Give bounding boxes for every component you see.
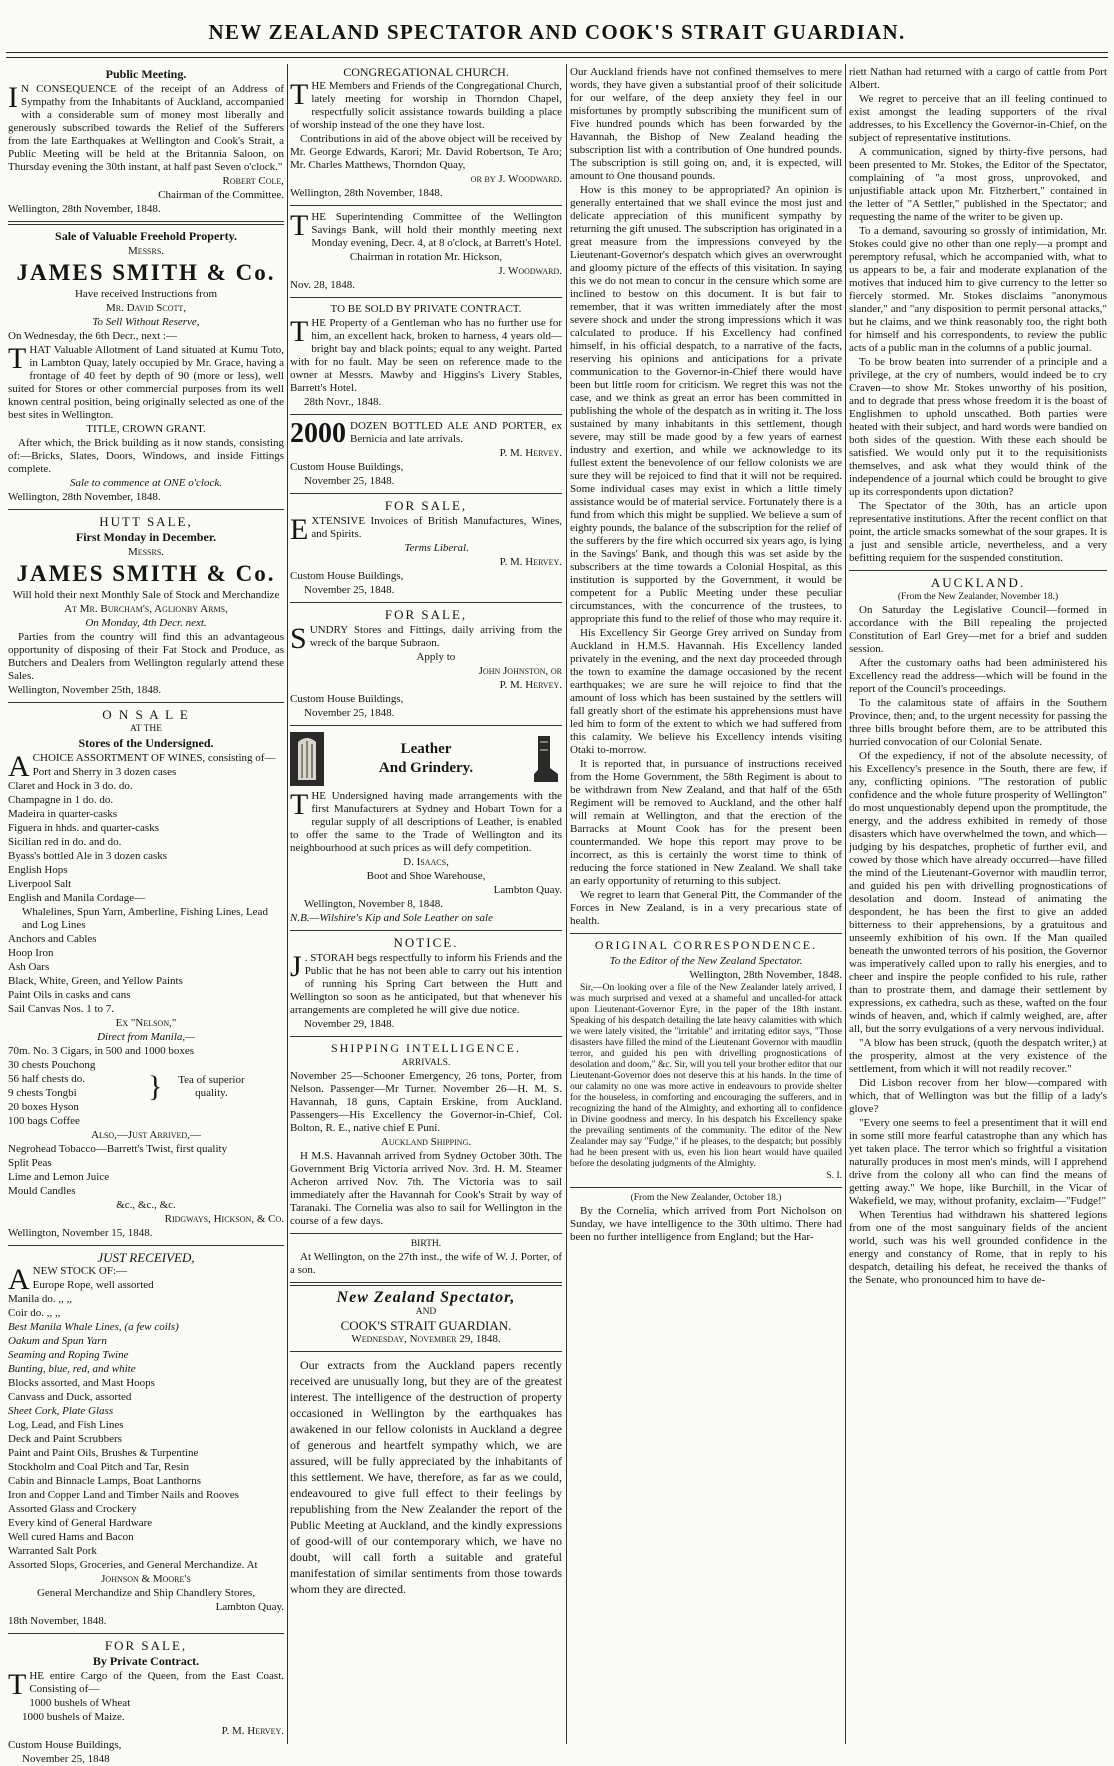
drop-cap: T bbox=[8, 342, 27, 375]
drop-cap: T bbox=[290, 788, 309, 821]
masthead-rule-top bbox=[6, 52, 1108, 53]
public-meeting-dateline: Wellington, 28th November, 1848. bbox=[8, 203, 161, 215]
list-item: Assorted Glass and Crockery bbox=[8, 1503, 137, 1515]
drop-cap: T bbox=[290, 209, 309, 242]
invoices-signer: P. M. Hervey. bbox=[499, 556, 562, 568]
shipping-auckland: Auckland Shipping. bbox=[380, 1136, 472, 1148]
separator bbox=[290, 493, 562, 494]
list-item: 30 chests Pouchong bbox=[8, 1059, 96, 1071]
list-item: 1000 bushels of Maize. bbox=[22, 1711, 125, 1723]
tea-list bbox=[8, 1059, 148, 1115]
freehold-line2: Mr. David Scott, bbox=[105, 302, 187, 314]
separator bbox=[290, 1233, 562, 1234]
list-item: Seaming and Roping Twine bbox=[8, 1349, 129, 1361]
cargo-dateline: November 25, 1848 bbox=[22, 1753, 110, 1765]
hutt-firm: JAMES SMITH & Co. bbox=[16, 561, 276, 586]
cargo-subheading: By Private Contract. bbox=[92, 1654, 200, 1668]
leather-signer3: Lambton Quay. bbox=[493, 884, 562, 896]
church-dateline: Wellington, 28th November, 1848. bbox=[290, 187, 443, 199]
on-sale-notice bbox=[8, 708, 284, 1240]
correspondence-heading: ORIGINAL CORRESPONDENCE. bbox=[594, 938, 818, 952]
separator bbox=[570, 1187, 842, 1188]
leather-banner bbox=[290, 731, 562, 787]
list-item: Figuera in hhds. and quarter-casks bbox=[8, 822, 159, 834]
private-contract-notice bbox=[290, 303, 562, 409]
direct-from-manila: Direct from Manila,— bbox=[97, 1031, 195, 1043]
hutt-messrs: Messrs. bbox=[127, 546, 165, 558]
article-paragraph: Our Auckland friends have not confined themselves to mere words, they have given a substantial proof of their solicitude for our welfare, of the deep anxiety they feel in our misfortunes by promptly subscribing the munificent sum of Five hundred pounds which has been forwarded by the Havannah, the Bishop of New Zealand heading the subscription list with a contribution of One hundred pounds. The subscription is still going on, and, it is expected, will amount to One thousand pounds. bbox=[570, 66, 842, 182]
separator bbox=[8, 1633, 284, 1634]
hutt-dateline: Wellington, November 25th, 1848. bbox=[8, 684, 162, 696]
drop-cap: S bbox=[290, 622, 307, 655]
shipping-heading: SHIPPING INTELLIGENCE. bbox=[331, 1041, 521, 1055]
on-sale-stores: Stores of the Undersigned. bbox=[78, 736, 214, 750]
list-item: English and Manila Cordage— bbox=[8, 892, 146, 904]
shipping-intelligence bbox=[290, 1042, 562, 1228]
notice-date: November 29, 1848. bbox=[304, 1018, 395, 1030]
public-meeting-text: N CONSEQUENCE of the receipt of an Address of Sympathy from the Inhabitants of Auckland, accompanied with a considerable sum of money most liberally and generously subscribed towards the Relief of the Sufferers from the late Earthquakes at Wellington and Cook's Strait, a Public Meeting will be held at the Britannia Saloon, on Thursday evening the 30th instant, at half past Seven o'clock." bbox=[8, 83, 284, 173]
masthead-rule-bottom bbox=[6, 57, 1108, 58]
savings-date: Nov. 28, 1848. bbox=[290, 279, 355, 291]
leather-nb: N.B.—Wilshire's Kip and Sole Leather on sale bbox=[290, 912, 494, 924]
list-item: Negrohead Tobacco—Barrett's Twist, first quality bbox=[8, 1143, 228, 1155]
article-paragraph: After the customary oaths had been administered his Excellency read the address—which will be found in the report of the Council's proceedings. bbox=[849, 657, 1107, 695]
just-received-signer: Johnson & Moore's bbox=[101, 1573, 191, 1585]
auckland-heading: AUCKLAND. bbox=[930, 575, 1026, 590]
article-paragraph: riett Nathan had returned with a cargo of cattle from Port Albert. bbox=[849, 66, 1107, 91]
source-note: (From the New Zealander, October 18.) bbox=[630, 1193, 782, 1203]
drop-cap: A bbox=[8, 1263, 30, 1296]
list-item: Claret and Hock in 3 do. do. bbox=[8, 780, 133, 792]
invoices-place: Custom House Buildings, bbox=[290, 570, 404, 582]
list-item: Assorted Slops, Groceries, and General Merchandize. At bbox=[8, 1559, 258, 1571]
column-3 bbox=[570, 66, 842, 1746]
drop-cap: T bbox=[290, 315, 309, 348]
brace: } bbox=[148, 1070, 163, 1103]
subraon-heading: FOR SALE, bbox=[384, 607, 468, 622]
subraon-date: November 25, 1848. bbox=[304, 707, 395, 719]
hutt-line1: Will hold their next Monthly Sale of Stock and Merchandize bbox=[12, 589, 280, 601]
boot-ornament-icon bbox=[528, 732, 562, 786]
just-received-signer3: Lambton Quay. bbox=[215, 1601, 284, 1613]
freehold-note: Sale to commence at ONE o'clock. bbox=[69, 477, 223, 489]
list-item: Champagne in 1 do. do. bbox=[8, 794, 114, 806]
article-paragraph: Did Lisbon recover from her blow—compared with which, that of Wellington was but the fillip of a lady's glove? bbox=[849, 1077, 1107, 1115]
freehold-text: HAT Valuable Allotment of Land situated at Kumu Toto, in Lambton Quay, lately occupied by Mr. Grace, having a frontage of 40 feet by depth of 90 (more or less), well suited for Stores or other commercial purposes from its well known central position, being originally selected as one of the best sites in Wellington. bbox=[8, 344, 284, 421]
list-item: Paint Oils in casks and cans bbox=[8, 989, 131, 1001]
list-item: Paint and Paint Oils, Brushes & Turpentine bbox=[8, 1447, 199, 1459]
list-item: Lime and Lemon Juice bbox=[8, 1171, 110, 1183]
ale-signer: P. M. Hervey. bbox=[499, 447, 562, 459]
birth-text: At Wellington, on the 27th inst., the wife of W. J. Porter, of a son. bbox=[290, 1251, 562, 1276]
invoices-heading: FOR SALE, bbox=[384, 498, 468, 513]
list-item: &c., &c., &c. bbox=[116, 1199, 176, 1211]
column-rule-2 bbox=[566, 64, 567, 1744]
also-arrived: Also,—Just Arrived,— bbox=[91, 1129, 201, 1141]
list-item: Port and Sherry in 3 dozen cases bbox=[32, 766, 177, 778]
notice-heading: NOTICE. bbox=[393, 935, 459, 950]
list-item: Liverpool Salt bbox=[8, 878, 72, 890]
list-item: Byass's bottled Ale in 3 dozen casks bbox=[8, 850, 168, 862]
tea-group bbox=[8, 1059, 284, 1115]
freehold-line4: On Wednesday, the 6th Decr., next :— bbox=[8, 330, 177, 342]
freehold-line3: To Sell Without Reserve, bbox=[92, 316, 200, 328]
list-item: Sheet Cork, Plate Glass bbox=[8, 1405, 114, 1417]
article-paragraph: His Excellency Sir George Grey arrived on Sunday from Auckland in H.M.S. Havannah. His Excellency landed privately in the evening, and the next day proceeded through the town to examine the damage occasioned by the recent earthquakes; we are sure he will rejoice to find that the amount of loss which has been sustained by the settlers will fall greatly short of the estimate his apprehensions must have led him to form of the extent to which we had suffered from this calamity. We believe his Excellency intends visiting Otaki to-morrow. bbox=[570, 627, 842, 756]
editorial-title2: COOK'S STRAIT GUARDIAN. bbox=[340, 1318, 512, 1333]
ale-text: DOZEN BOTTLED ALE AND PORTER, ex Bernicia and late arrivals. bbox=[350, 420, 562, 445]
separator bbox=[849, 570, 1107, 571]
invoices-text: XTENSIVE Invoices of British Manufactures, Wines, and Spirits. bbox=[311, 515, 562, 540]
freehold-text2: After which, the Brick building as it now stands, consisting of:—Bricks, Slates, Doors, Windows, and inside Fittings complete. bbox=[8, 437, 284, 475]
list-item: Deck and Paint Scrubbers bbox=[8, 1433, 122, 1445]
article-paragraph: It is reported that, in pursuance of instructions received from the Home Government, the 58th Regiment is about to be withdrawn from New Zealand, and that half of the 65th Regiment will be removed to Auckland, and the other half will remain at Wellington, and that the erection of the Barracks at Mount Cook has for the present been countermanded. We hope this report may prove to be incorrect, as this is certainly the worst time to think of reducing the force stationed in New Zealand. We shall take an early opportunity of returning to this subject. bbox=[570, 758, 842, 887]
freehold-line1: Have received Instructions from bbox=[74, 288, 218, 300]
article-paragraph: Of the expediency, if not of the absolute necessity, of his Excellency's presence in the South, there are few, if any, conflicting opinions. "The restoration of public confidence and the whole future prosperity of Wellington" do most unquestionably depend upon the promptitude, the energy, and the address exhibited in remedy of those disasters which have overwhelmed the town, and which—judging by his despatches, prophetic of further evil, and cowed by those which have already occurred—have filled the mind of the Lieutenant-Governor with maudlin terror, and guided his pen with drivelling prognostications of desolation and doom. Instead of animating the despondent, he has been the first to give an added bitterness to their apprehensions, by a gratuitous and unseemly exhibition of his own. If the Man quailed beneath the unwonted terrors of his position, the Governor was imperatively called upon to rally his energies, and to cheer and inspire the people confided to his rule, rather than to prostrate them, and damage their settlement by expressions, ex cathedra, such as these, wafted on the four winds of heaven, and, which if calmly weighed, are, after all, but the sorry evulgations of a very nervous individual. bbox=[849, 750, 1107, 1035]
leather-heading bbox=[379, 740, 473, 778]
masthead: NEW ZEALAND SPECTATOR AND COOK'S STRAIT GUARDIAN. bbox=[208, 20, 906, 44]
tea-note: Tea of superior quality. bbox=[178, 1073, 245, 1099]
hutt-line3: On Monday, 4th Decr. next. bbox=[85, 617, 207, 629]
freehold-heading: Sale of Valuable Freehold Property. bbox=[55, 229, 237, 243]
shipping-text2: H M.S. Havannah arrived from Sydney October 30th. The Government Brig Victoria arrived Nov. 3rd. H. M. Steamer Acheron arrived Nov. 7th. The Victoria was to sail immediately after the Havannah for Cook's Strait by way of Taranaki. The Cornelia was also to sail for Wellington in the course of a few days. bbox=[290, 1150, 562, 1227]
list-item: Log, Lead, and Fish Lines bbox=[8, 1419, 124, 1431]
column-2 bbox=[290, 66, 562, 1746]
shipping-text: November 25—Schooner Emergency, 26 tons, Porter, from Nelson. Passenger—Mr Turner. November 26—H. M. S. Havannah, 18 guns, Captain Erskine, from Auckland. Passengers—His Excellency the Governor-in-Chief, Col. Bolton, R. E., native chief E Puni. bbox=[290, 1070, 562, 1134]
list-item: 56 half chests do. bbox=[8, 1073, 85, 1085]
article-paragraph: The Spectator of the 30th, has an article upon representative institutions. After the recent conflict on that point, the article smacks somewhat of the sour grapes. It is a just and sensible article, nevertheless, and a very befitting requiem for the suspended constitution. bbox=[849, 500, 1107, 564]
leather-signer2: Boot and Shoe Warehouse, bbox=[366, 870, 486, 882]
separator bbox=[290, 205, 562, 206]
hutt-line2: At Mr. Burcham's, Aglionby Arms, bbox=[64, 603, 228, 615]
freehold-title-line: TITLE, CROWN GRANT. bbox=[86, 423, 206, 435]
cargo-signer: P. M. Hervey. bbox=[221, 1725, 284, 1737]
freehold-messrs: Messrs. bbox=[127, 245, 165, 257]
auckland-source: (From the New Zealander, November 18.) bbox=[897, 592, 1059, 602]
separator bbox=[290, 930, 562, 931]
article-paragraph: To be brow beaten into surrender of a principle and a privilege, at the cry of numbers, would indeed be to cry Craven—to show Mr. Stokes unworthy of his position, and to degrade that press whose freedom it is the boast of Englishmen to uphold unscathed. Both parties were heated with their subject, and hard words were bandied on both sides of the question. With these each should be satisfied. We would only put it to the requisitionists themselves, and ask what they would think of the independence of a journal which could be brought to give up its correspondents upon dictation? bbox=[849, 356, 1107, 498]
public-meeting-signer: Robert Cole, bbox=[222, 175, 284, 187]
separator bbox=[8, 221, 284, 225]
storah-notice bbox=[290, 936, 562, 1031]
list-item: Coir do. ,, ,, bbox=[8, 1307, 61, 1319]
list-item: Warranted Salt Pork bbox=[8, 1545, 97, 1557]
drop-cap: I bbox=[8, 81, 18, 114]
harp-ornament-icon bbox=[290, 732, 324, 786]
list-item: Canvass and Duck, assorted bbox=[8, 1391, 132, 1403]
editorial-and: AND bbox=[415, 1307, 437, 1317]
cargo-sale-notice bbox=[8, 1639, 284, 1766]
public-meeting-notice bbox=[8, 68, 284, 216]
column-rule-1 bbox=[287, 64, 288, 1744]
correspondence-date: Wellington, 28th November, 1848. bbox=[689, 969, 842, 981]
church-or-by: or by J. Woodward. bbox=[470, 173, 562, 185]
drop-cap: T bbox=[8, 1668, 27, 1701]
private-heading: TO BE SOLD BY PRIVATE CONTRACT. bbox=[330, 303, 522, 315]
list-item: Every kind of General Hardware bbox=[8, 1517, 153, 1529]
invoices-notice bbox=[290, 499, 562, 597]
ex-nelson: Ex "Nelson," bbox=[115, 1017, 177, 1029]
church-text2: Contributions in aid of the above object will be received by Mr. George Edwards, Karori; Mr. David Robertson, Te Aro; Mr. Charles Matthews, Thorndon Quay, bbox=[290, 133, 562, 171]
correspondence-to: To the Editor of the New Zealand Spectator. bbox=[609, 955, 803, 967]
separator bbox=[570, 933, 842, 934]
just-received-heading: JUST RECEIVED, bbox=[97, 1250, 195, 1265]
list-item: Whalelines, Spun Yarn, Amberline, Fishing Lines, Lead and Log Lines bbox=[22, 906, 268, 931]
article-paragraph: "Every one seems to feel a presentiment that it will end in some still more fearful catastrophe than any which has yet taken place. The terror which so frightful a visitation naturally produces in most men's minds, will I apprehend drive from the colony all who can find the means of getting away." We hope, like Burchill, in the Vicar of Wakefield, we may, without profanity, exclaim—"Fudge!" bbox=[849, 1117, 1107, 1207]
separator bbox=[290, 1282, 562, 1286]
ale-number: 2000 bbox=[290, 418, 346, 449]
list-item: Well cured Hams and Bacon bbox=[8, 1531, 134, 1543]
list-item: Madeira in quarter-casks bbox=[8, 808, 118, 820]
separator bbox=[290, 414, 562, 415]
public-meeting-signer-title: Chairman of the Committee. bbox=[158, 189, 284, 201]
column-1 bbox=[8, 66, 284, 1765]
editorial-date: Wednesday, November 29, 1848. bbox=[351, 1333, 501, 1345]
freehold-sale-notice bbox=[8, 230, 284, 504]
separator bbox=[8, 509, 284, 510]
hutt-sale-notice bbox=[8, 515, 284, 697]
birth-heading: BIRTH. bbox=[410, 1239, 442, 1249]
separator bbox=[290, 1351, 562, 1352]
cigars: 70m. No. 3 Cigars, in 500 and 1000 boxes bbox=[8, 1045, 195, 1057]
list-item: Sicilian red in do. and do. bbox=[8, 836, 122, 848]
private-date: 28th Novr., 1848. bbox=[304, 396, 382, 408]
on-sale-signer: Ridgways, Hickson, & Co. bbox=[164, 1213, 284, 1225]
list-item: Blocks assorted, and Mast Hoops bbox=[8, 1377, 155, 1389]
subraon-apply: Apply to bbox=[416, 651, 456, 663]
editorial-title: New Zealand Spectator, bbox=[336, 1289, 516, 1306]
leather-dateline: Wellington, November 8, 1848. bbox=[304, 898, 444, 910]
list-item: Cabin and Binnacle Lamps, Boat Lanthorns bbox=[8, 1475, 202, 1487]
hutt-heading: HUTT SALE, bbox=[99, 514, 193, 529]
coffee: 100 bags Coffee bbox=[8, 1115, 80, 1127]
article-paragraph: We regret to perceive that an ill feeling continued to exist amongst the leading supporters of the rival addresses, to his Excellency the Governor-in-Chief, on the subject of representative institutions. bbox=[849, 93, 1107, 144]
just-received-signer2: General Merchandize and Ship Chandlery Stores, bbox=[36, 1587, 256, 1599]
subraon-notice bbox=[290, 608, 562, 720]
list-item: Iron and Copper Land and Timber Nails and Rooves bbox=[8, 1489, 239, 1501]
article-paragraph: When Terentius had withdrawn his shattered legions from one of the most sanguinary fields of the ancient world, such was his well grounded confidence in the energy and constancy of Rome, that in reply to his despatch, detailing his defeat, he received the thanks of the Senate, who pronounced him to have de- bbox=[849, 1209, 1107, 1286]
list-item: 9 chests Tongbi bbox=[8, 1087, 77, 1099]
article-paragraph: To the calamitous state of affairs in the Southern Province, then; and, to the urgent necessity for passing the three bills brought before them, are to be attributed this hurried convocation of our Colonial Senate. bbox=[849, 697, 1107, 748]
church-heading: CONGREGATIONAL CHURCH. bbox=[343, 65, 509, 79]
drop-cap: T bbox=[290, 78, 309, 111]
article-paragraph: "A blow has been struck, (quoth the despatch writer,) at the prosperity, almost at the very existence of the settlement, from which it will not readily recover." bbox=[849, 1037, 1107, 1075]
cargo-text: HE entire Cargo of the Queen, from the East Coast. Consisting of— bbox=[29, 1670, 284, 1695]
ale-date: November 25, 1848. bbox=[304, 475, 395, 487]
on-sale-dateline: Wellington, November 15, 1848. bbox=[8, 1227, 153, 1239]
hutt-subheading: First Monday in December. bbox=[75, 530, 217, 544]
shipping-arrivals: ARRIVALS. bbox=[401, 1058, 451, 1068]
list-item: Mould Candles bbox=[8, 1185, 76, 1197]
list-item: English Hops bbox=[8, 864, 68, 876]
just-received-list bbox=[8, 1279, 284, 1572]
article-paragraph: How is this money to be appropriated? An opinion is generally entertained that we shall evince the most just and delicate appreciation of this munificent sympathy by returning the gift unused. The subscription has originated in a great measure from the impressions conveyed by the Lieutenant-Governor's despatch which gives an overwrought and gloomy picture of the effects of this visitation. In saying this we do not mean to concur in the censure which some are inclined to bestow on this document. It is but fair to remember, that it was written immediately after the most severe shock and under the strong impressions which it was calculated to produce. If his Excellency had confined himself, in his official despatch, to a narrative of the facts, reserving his opinions and anticipations for a private communication to the Governor-in-Chief there would have been but little room for criticism. We regret this was not the case, and we think as great an error has been committed in publishing the whole of the despatch as in writing it. The loss sustained by many inhabitants in this settlement, though severe, may still be made good by a few years of earnest industry and exertion, and while we acknowledge to its fullest extent the benevolence of our fellow colonists we are sure they will be rejoiced to find that it will not be required. Some individual cases may exist in which a little timely assistance would be of material service. Fortunately there is a fund from which this might be supplied. We believe a sum of eighty pounds, the balance of the subscription for the relief of the sufferers by the fire which occurred six years ago, is lying in the Savings' Bank, and though this was set aside by the subscribers at the time towards a Colonial Hospital, as this institution is supported by the Government, it would be competent for a Public Meeting under these peculiar circumstances, with the concurrence of the trustees, to appropriate this fund to the relief of those who may require it. bbox=[570, 184, 842, 625]
on-sale-intro: CHOICE ASSORTMENT OF WINES, consisting of— bbox=[32, 752, 276, 764]
article-paragraph: To a demand, savouring so grossly of intimidation, Mr. Stokes could give no other than one reply—a prompt and peremptory refusal, which he accompanied with, what to us appears to be, a fair and moderate explanation of the motives that induced him to give currency to the letter so fiercely stormed. Mr. Stokes disclaims "anonymous slander," and "any disposition to permit personal attacks," but he claims, and we think reasonably too, the right both for himself and his correspondents, to review the public acts of a public man in the columns of a public journal. bbox=[849, 225, 1107, 354]
cargo-place: Custom House Buildings, bbox=[8, 1739, 122, 1751]
editorial-masthead bbox=[290, 1291, 562, 1346]
list-item: Ash Oars bbox=[8, 961, 50, 973]
church-text: HE Members and Friends of the Congregational Church, lately meeting for worship in Thorndon Chapel, respectfully solicit assistance towards building a place of worship instead of the one they have lost. bbox=[290, 80, 562, 131]
birth-notice bbox=[290, 1239, 562, 1277]
list-item: Split Peas bbox=[8, 1157, 52, 1169]
separator bbox=[8, 1245, 284, 1246]
separator bbox=[290, 602, 562, 603]
list-item: Oakum and Spun Yarn bbox=[8, 1335, 107, 1347]
list-item: 1000 bushels of Wheat bbox=[29, 1697, 131, 1709]
article-paragraph: By the Cornelia, which arrived from Port Nicholson on Sunday, we have intelligence to the 30th ultimo. There had been no further intelligence from England; but the Har- bbox=[570, 1205, 842, 1243]
list-item: Best Manila Whale Lines, (a few coils) bbox=[8, 1321, 179, 1333]
editorial-text: Our extracts from the Auckland papers recently received are unusually long, but they are of the greatest interest. The intelligence of the destruction of property occasioned in Wellington by the earthquakes has awakened in our fellow colonists in Auckland a degree of generous and heartfelt sympathy which, we are assured, will be fully appreciated by the inhabitants of this settlement. We have, therefore, as far as we could, endeavoured to give full effect to their feelings by republishing from the New Zealander the report of the Public Meeting at Auckland, and the kindly expressions of good-will of our contemporary which, we have no doubt, will call forth a suitable and grateful manifestation of similar sentiments from those towards whom they are directed. bbox=[290, 1358, 562, 1596]
freehold-dateline: Wellington, 28th November, 1848. bbox=[8, 491, 161, 503]
column-4 bbox=[849, 66, 1107, 1746]
separator bbox=[290, 725, 562, 726]
invoices-date: November 25, 1848. bbox=[304, 584, 395, 596]
article-paragraph: A communication, signed by thirty-five persons, had been presented to Mr. Stokes, the Editor of the Spectator, complaining of "a most gross, unprovoked, and unjustifiable attack upon Mr. Fitzherbert," contained in the letter of "A Settler," published in the Spectator; and requesting the name of the writer to be given up. bbox=[849, 146, 1107, 223]
subraon-signer1: John Johnston, or bbox=[478, 665, 562, 677]
drop-cap: J bbox=[290, 950, 302, 983]
article-paragraph: On Saturday the Legislative Council—formed in accordance with the Bill repealing the projected Constitution of Earl Grey—met for a brief and sudden session. bbox=[849, 604, 1107, 655]
just-received-intro: NEW STOCK OF:— bbox=[32, 1265, 127, 1277]
list-item: Sail Canvas Nos. 1 to 7. bbox=[8, 1003, 115, 1015]
separator bbox=[290, 297, 562, 298]
correspondence bbox=[570, 939, 842, 1182]
column-rule-3 bbox=[845, 64, 846, 1744]
private-text: HE Property of a Gentleman who has no further use for him, an excellent hack, broken to harness, 4 years old—bright bay and black points; equal to any weight. Parted with for no fault. May be seen on reference made to the owner at Messrs. Mawby and Higgins's Livery Stables, Barrett's Hotel. bbox=[290, 317, 562, 394]
on-sale-heading: O N S A L E bbox=[102, 707, 190, 722]
on-sale-at-the: AT THE bbox=[129, 724, 163, 734]
ale-notice bbox=[290, 420, 562, 488]
correspondence-text: Sir,—On looking over a file of the New Zealander lately arrived, I was much surprised and vexed at a shameful and uncalled-for attack upon Lieutenant-Governor Eyre, in the paper of the 18th instant. Speaking of his despatch detailing the late heavy calamities with which we were lately visited, the "irritable" and irritating editor says, "Those disasters have filled the mind of the Lieutenant Governor with maudlin terror, and guided his pen with drivelling prognostications of desolation and doom," &c. Sir, will you tell your brother editor that our Lieutenant-Governor does not deserve this at his hands. In the time of our calamity no one was more active in endeavours to provide shelter for the houseless, in comforting and encouraging the sufferers, and in recognizing the hand of the Almighty, and exhorting all to confidence in Divine goodness and mercy. In his despatch his Excellency spake the prevailing sentiments of the community. The editor of the New Zealander may say "Fudge," if he pleases, to the despatch; but possibly had he been present with us, even his lion heart would have quailed before the desolating judgments of the Almighty. bbox=[570, 983, 842, 1169]
leather-text: HE Undersigned having made arrangements with the first Manufacturers at Sydney and Hobart Town for a regular supply of all descriptions of Leather, is enabled to offer the same to the Trade of Wellington and its neighbourhood at such prices as will defy competition. bbox=[290, 790, 562, 854]
subraon-signer2: P. M. Hervey. bbox=[499, 679, 562, 691]
public-meeting-heading: Public Meeting. bbox=[105, 67, 187, 81]
drop-cap: A bbox=[8, 750, 30, 783]
drop-cap: E bbox=[290, 513, 309, 546]
just-received-dateline: 18th November, 1848. bbox=[8, 1615, 107, 1627]
subraon-place: Custom House Buildings, bbox=[290, 693, 404, 705]
hutt-text: Parties from the country will find this an advantageous opportunity of disposing of their Fat Stock and Produce, as Butchers and Dealers from Wellington regularly attend these Sales. bbox=[8, 631, 284, 682]
church-notice bbox=[290, 66, 562, 200]
just-received-notice bbox=[8, 1251, 284, 1628]
leather-notice bbox=[290, 731, 562, 925]
list-item: Bunting, blue, red, and white bbox=[8, 1363, 136, 1375]
list-item: Europe Rope, well assorted bbox=[32, 1279, 154, 1291]
freehold-firm: JAMES SMITH & Co. bbox=[16, 260, 276, 285]
savings-chair: Chairman in rotation Mr. Hickson, bbox=[349, 251, 503, 263]
list-item: Stockholm and Coal Pitch and Tar, Resin bbox=[8, 1461, 189, 1473]
on-sale-list bbox=[8, 766, 284, 1016]
leather-heading2: And Grindery. bbox=[378, 760, 474, 776]
list-item: Black, White, Green, and Yellow Paints bbox=[8, 975, 183, 987]
notice-text: . STORAH begs respectfully to inform his Friends and the Public that he has not been able to carry out his intention of running his Spring Cart between the Hutt and Wellington so soon as he anticipated, but that whenever his arrangements are completed he will give due notice. bbox=[290, 952, 562, 1016]
leather-signer: D. Isaacs, bbox=[403, 856, 449, 868]
article-paragraph: We regret to learn that General Pitt, the Commander of the Forces in New Zealand, is in a very precarious state of health. bbox=[570, 889, 842, 927]
list-item: Anchors and Cables bbox=[8, 933, 97, 945]
list-item: Manila do. ,, ,, bbox=[8, 1293, 73, 1305]
list-item: 20 boxes Hyson bbox=[8, 1101, 79, 1113]
separator bbox=[8, 702, 284, 703]
savings-text: HE Superintending Committee of the Wellington Savings Bank, will hold their monthly meeting next Monday evening, Decr. 4, at 8 o'clock, at Barrett's Hotel. bbox=[311, 211, 562, 249]
list-item: Hoop Iron bbox=[8, 947, 54, 959]
separator bbox=[290, 1036, 562, 1037]
subraon-text: UNDRY Stores and Fittings, daily arriving from the wreck of the barque Subraon. bbox=[309, 624, 562, 649]
correspondence-sign: S. I. bbox=[826, 1171, 842, 1181]
cargo-heading: FOR SALE, bbox=[104, 1638, 188, 1653]
ale-place: Custom House Buildings, bbox=[290, 461, 404, 473]
leather-heading1: Leather bbox=[400, 741, 452, 757]
invoices-terms: Terms Liberal. bbox=[404, 542, 469, 554]
savings-bank-notice bbox=[290, 211, 562, 292]
savings-signer: J. Woodward. bbox=[498, 265, 562, 277]
